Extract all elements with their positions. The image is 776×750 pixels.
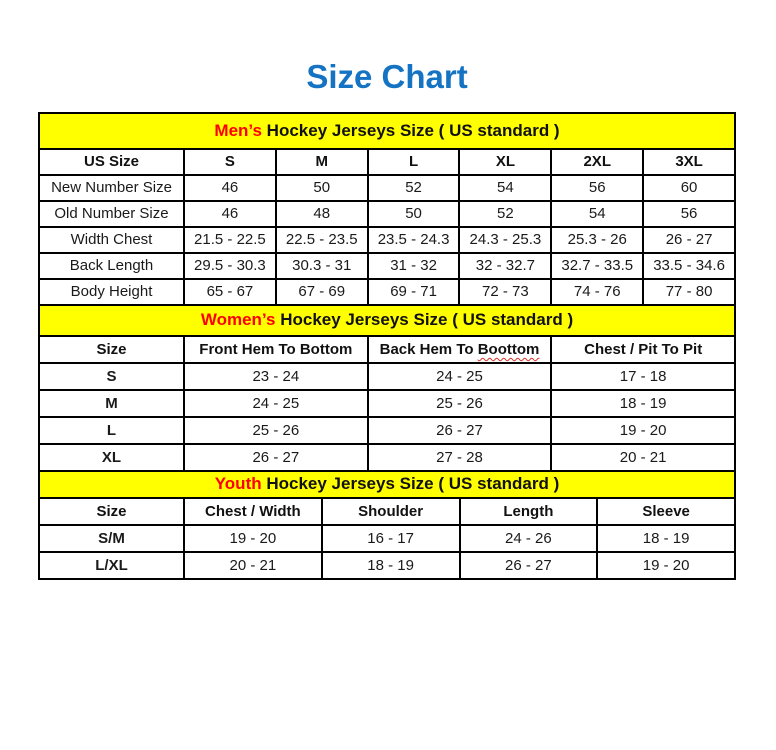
table-row (39, 253, 735, 279)
table-row (39, 552, 735, 579)
data-cell: 18 - 19 (597, 525, 735, 552)
data-cell: 25.3 - 26 (551, 227, 643, 253)
row-label: M (39, 390, 184, 417)
data-cell: 19 - 20 (551, 417, 735, 444)
data-cell: 21.5 - 22.5 (184, 227, 276, 253)
column-header: Sleeve (597, 498, 735, 525)
row-label: S (39, 363, 184, 390)
size-chart-page (0, 58, 776, 580)
column-header: Size (39, 498, 184, 525)
table-row (39, 525, 735, 552)
data-cell: 24 - 26 (460, 525, 598, 552)
data-cell: 19 - 20 (184, 525, 322, 552)
data-cell: 25 - 26 (184, 417, 368, 444)
data-cell: 54 (551, 201, 643, 227)
data-cell: 72 - 73 (459, 279, 551, 305)
data-cell: 52 (368, 175, 460, 201)
mens-size-table (38, 112, 736, 306)
data-cell: 26 - 27 (460, 552, 598, 579)
data-cell: 50 (368, 201, 460, 227)
data-cell: 25 - 26 (368, 390, 552, 417)
mens-section-header (39, 113, 735, 149)
youth-section-rest: Hockey Jerseys Size ( US standard ) (261, 474, 560, 494)
row-label: Body Height (39, 279, 184, 305)
mens-section-highlight: Men’s (214, 120, 262, 140)
data-cell: 31 - 32 (368, 253, 460, 279)
data-cell: 54 (459, 175, 551, 201)
data-cell: 19 - 20 (597, 552, 735, 579)
column-header: S (184, 149, 276, 175)
table-row (39, 227, 735, 253)
mens-section-row (39, 113, 735, 149)
data-cell: 26 - 27 (368, 417, 552, 444)
data-cell: 23.5 - 24.3 (368, 227, 460, 253)
column-header: US Size (39, 149, 184, 175)
data-cell: 65 - 67 (184, 279, 276, 305)
data-cell: 33.5 - 34.6 (643, 253, 735, 279)
misspelled-word: Boottom (477, 340, 540, 358)
row-label: Width Chest (39, 227, 184, 253)
data-cell: 32.7 - 33.5 (551, 253, 643, 279)
data-cell: 24 - 25 (368, 363, 552, 390)
data-cell: 30.3 - 31 (276, 253, 368, 279)
data-cell: 56 (551, 175, 643, 201)
column-header: Size (39, 336, 184, 363)
youth-size-table (38, 470, 736, 580)
column-header: 2XL (551, 149, 643, 175)
size-tables-container (38, 112, 736, 580)
youth-section-highlight: Youth (214, 474, 262, 494)
mens-column-header-row (39, 149, 735, 175)
table-row (39, 201, 735, 227)
mens-section-rest: Hockey Jerseys Size ( US standard ) (261, 120, 560, 140)
row-label: Back Length (39, 253, 184, 279)
data-cell: 74 - 76 (551, 279, 643, 305)
column-header: Shoulder (322, 498, 460, 525)
data-cell: 77 - 80 (643, 279, 735, 305)
data-cell: 20 - 21 (184, 552, 322, 579)
table-row (39, 279, 735, 305)
column-header: M (276, 149, 368, 175)
table-row (39, 175, 735, 201)
womens-section-header (39, 305, 735, 336)
data-cell: 32 - 32.7 (459, 253, 551, 279)
column-header: Chest / Width (184, 498, 322, 525)
column-header: 3XL (643, 149, 735, 175)
womens-column-header-row (39, 336, 735, 363)
table-row (39, 363, 735, 390)
table-row (39, 444, 735, 471)
row-label: XL (39, 444, 184, 471)
data-cell: 18 - 19 (551, 390, 735, 417)
youth-column-header-row (39, 498, 735, 525)
youth-section-header (39, 471, 735, 498)
row-label: New Number Size (39, 175, 184, 201)
data-cell: 48 (276, 201, 368, 227)
data-cell: 29.5 - 30.3 (184, 253, 276, 279)
data-cell: 20 - 21 (551, 444, 735, 471)
data-cell: 17 - 18 (551, 363, 735, 390)
column-header: XL (459, 149, 551, 175)
column-header: Back Hem To Boottom (368, 336, 552, 363)
row-label: Old Number Size (39, 201, 184, 227)
data-cell: 27 - 28 (368, 444, 552, 471)
youth-section-row (39, 471, 735, 498)
page-title: Size Chart (306, 58, 468, 95)
table-row (39, 417, 735, 444)
data-cell: 56 (643, 201, 735, 227)
data-cell: 26 - 27 (184, 444, 368, 471)
womens-size-table (38, 304, 736, 472)
row-label: S/M (39, 525, 184, 552)
row-label: L (39, 417, 184, 444)
data-cell: 22.5 - 23.5 (276, 227, 368, 253)
column-header: Length (460, 498, 598, 525)
table-row (39, 390, 735, 417)
data-cell: 16 - 17 (322, 525, 460, 552)
data-cell: 69 - 71 (368, 279, 460, 305)
womens-section-highlight: Women’s (200, 310, 276, 330)
column-header: Front Hem To Bottom (184, 336, 368, 363)
data-cell: 23 - 24 (184, 363, 368, 390)
row-label: L/XL (39, 552, 184, 579)
column-header: Chest / Pit To Pit (551, 336, 735, 363)
data-cell: 18 - 19 (322, 552, 460, 579)
data-cell: 52 (459, 201, 551, 227)
data-cell: 60 (643, 175, 735, 201)
data-cell: 24.3 - 25.3 (459, 227, 551, 253)
data-cell: 26 - 27 (643, 227, 735, 253)
data-cell: 50 (276, 175, 368, 201)
data-cell: 24 - 25 (184, 390, 368, 417)
data-cell: 46 (184, 175, 276, 201)
column-header: L (368, 149, 460, 175)
data-cell: 46 (184, 201, 276, 227)
data-cell: 67 - 69 (276, 279, 368, 305)
womens-section-row (39, 305, 735, 336)
womens-section-rest: Hockey Jerseys Size ( US standard ) (275, 310, 574, 330)
